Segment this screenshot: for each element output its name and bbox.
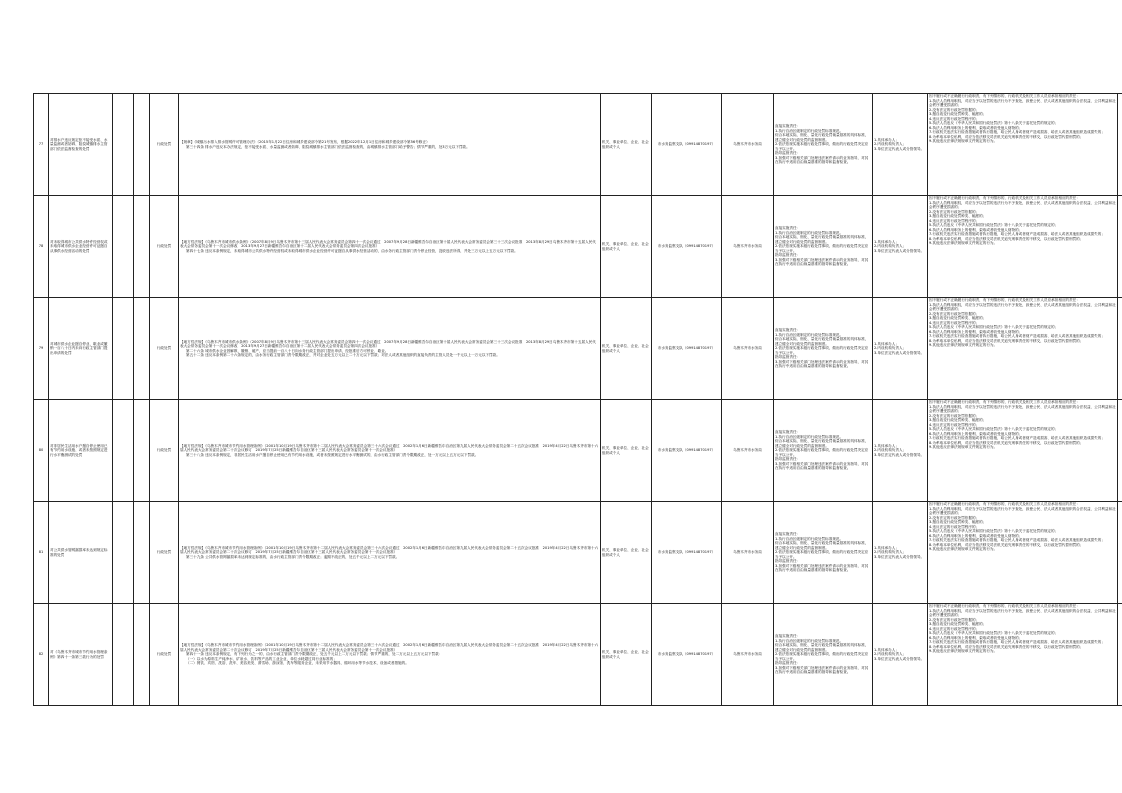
row-number: 78 (38, 244, 44, 249)
empty-cell (1118, 502, 1122, 604)
duty-line: 1.执行自治区级制定的行政处罚标准规范。 (775, 638, 844, 643)
category-cell (150, 298, 179, 400)
duty-cell (774, 298, 873, 400)
accountability-line: 6.执法人员利用职务上的便利，索取或者收受他人财物的； (929, 431, 1023, 436)
category-cell (150, 400, 179, 502)
duty-line: 综合本地实际，细化、量化行政处罚裁量基准的具体标准，建立健全对行政处罚的监督制度。 (775, 643, 869, 652)
accountability-line: 6.执法人员利用职务上的便利，索取或者收受他人财物的； (929, 533, 1023, 538)
legal-basis-cell (179, 502, 601, 604)
duty-line: 直接实施责任： (775, 226, 801, 231)
duty-cell (774, 604, 873, 706)
accountability-line: 8.为牟取本单位私利，对应当依法移交司法机关追究刑事责任的不移交，以行政处罚代替刑罚的； (929, 644, 1084, 649)
accountability-line: 1.执法人员利用职权，对应当予以处罚的违法行为不予查处，致使公民、法人或者其他组织的合法权益、公共利益和社会秩序遭受损害的； (929, 608, 1116, 617)
table-row (34, 400, 1122, 502)
responsible-subject-line: 2.内设机构负责人； (874, 142, 907, 147)
accountability-line: 3.擅自改变行政处罚种类、幅度的； (929, 316, 987, 320)
row-number-cell (34, 298, 49, 400)
empty-cell (134, 196, 150, 298)
table-row (34, 298, 1122, 400)
responsible-subject-line: 1.具体承办人； (874, 137, 899, 142)
legal-basis-paragraph: 【地方性法规】《乌鲁木齐市城市节约用水管理条例》（2001年10月19日乌鲁木齐市第十二届人民代表大会常务委员会第三十六次会议通过 2002年1月6日新疆维吾尔自治区第九届人民代表大会常务委员会第二十五次会议批准 2019年4月22日乌鲁木齐市第十六届人民代表大会常务委员会第二十次会议修订 2019年7月25日新疆维吾尔自治区第十三届人民代表大会常务委员会第十一次会议批准） (180, 545, 599, 555)
duty-line: 综合本地实际，细化、量化行政处罚裁量基准的具体标准，建立健全对行政处罚的监督制度。 (775, 337, 869, 346)
accountability-line: 3.擅自改变行政处罚种类、幅度的； (929, 520, 987, 524)
empty-cell (113, 196, 134, 298)
legal-basis-paragraph: （二）餐饮、宾馆、洗浴、洗车、美容美发、滑雪场、游泳馆、洗车等服务企业，未采用节水器具、循环用水等节水技术、设备或者措施的。 (186, 661, 409, 666)
item-name-cell (49, 604, 113, 706)
accountability-line: 6.执法人员利用职务上的便利，索取或者收受他人财物的； (929, 125, 1023, 130)
item-name: 对《乌鲁木齐市城市节约用水管理条例》第四十一条第三款行为的处罚 (50, 650, 108, 659)
duty-line: 指导监督责任： (775, 661, 801, 666)
responsible-subject-cell (873, 94, 928, 196)
category-cell (150, 604, 179, 706)
responsible-subject-cell (873, 502, 928, 604)
accountability-line: 9.其他违反法律法规规章文件规定的行为。 (929, 445, 998, 449)
row-number-cell (34, 94, 49, 196)
duty-line: 2.依法依规实施本级行政处罚事项，做出的行政处罚决定应当予以公开。 (775, 550, 869, 559)
table-row (34, 94, 1122, 196)
implementing-agency: 乌鲁木齐市水务局 (733, 142, 762, 147)
row-number: 82 (38, 652, 44, 657)
responsible-subject-line: 3.单位法定代表人或分管领导。 (874, 146, 925, 151)
accountability-line: 因不履行或不正确履行行政职责，有下列情形的，行政机关及相关工作人员应承担相应的责任： (929, 502, 1080, 506)
accountability-line: 5.执法人员违反《中华人民共和国行政处罚法》第十八条关于委托处罚的规定的； (929, 325, 1059, 329)
empty-cell (113, 94, 134, 196)
responsible-subject-cell (873, 298, 928, 400)
department-cell (652, 196, 722, 298)
responsible-subject-line: 1.具体承办人； (874, 239, 899, 244)
duty-line: 3.加强对下级相关部门处理违法案件请示的业务指导，对其在执行中适用自由裁量基准的指导和监督检查。 (775, 665, 869, 675)
duty-line: 3.加强对下级相关部门处理违法案件请示的业务指导，对其在执行中适用自由裁量基准的指导和监督检查。 (775, 155, 869, 165)
accountability-line: 6.执法人员利用职务上的便利，索取或者收受他人财物的； (929, 635, 1023, 640)
duty-line: 综合本地实际，细化、量化行政处罚裁量基准的具体标准，建立健全对行政处罚的监督制度。 (775, 235, 869, 244)
power-category: 行政处罚 (156, 652, 172, 657)
duty-line: 直接实施责任： (775, 634, 801, 639)
accountability-cell (928, 94, 1118, 196)
accountability-line: 3.擅自改变行政处罚种类、幅度的； (929, 214, 987, 218)
responsible-subject-line: 3.单位法定代表人或分管领导。 (874, 248, 925, 253)
accountability-line: 8.为牟取本单位私利，对应当依法移交司法机关追究刑事责任的不移交，以行政处罚代替刑罚的； (929, 236, 1084, 241)
duty-line: 指导监督责任： (775, 457, 801, 462)
duty-line: 指导监督责任： (775, 559, 801, 564)
handling-department: 市水务监察支队（09914870197） (657, 448, 716, 453)
duty-line: 3.加强对下级相关部门处理违法案件请示的业务指导，对其在执行中适用自由裁量基准的指导和监督检查。 (775, 563, 869, 573)
accountability-line: 2.没有法定的行政处罚依据的； (929, 413, 980, 418)
legal-basis-cell (179, 196, 601, 298)
item-name-cell (49, 502, 113, 604)
category-cell (150, 502, 179, 604)
item-name: 对非居民生活用水户擅自停止使用已有节约用水设施、或者未按照规定进行水平衡测试的处罚 (50, 443, 108, 457)
department-cell (652, 94, 722, 196)
table-row (34, 196, 1122, 298)
implementer-cell (722, 298, 774, 400)
accountability-line: 2.没有法定的行政处罚依据的； (929, 107, 980, 112)
legal-basis-cell (179, 94, 601, 196)
empty-cell (1118, 400, 1122, 502)
implementing-agency: 乌鲁木齐市水务局 (733, 244, 762, 249)
accountability-line: 9.其他违反法律法规规章文件规定的行为。 (929, 547, 998, 551)
accountability-line: 7.行政机关违法实行检查措施或者执行措施，给公民人身或者财产造成损害、给法人或者其他组织造成损失的； (929, 232, 1105, 236)
applicable-subject: 机关、事业单位、企业、社会组织或个人 (602, 344, 649, 353)
implementer-cell (722, 400, 774, 502)
accountability-line: 7.行政机关违法实行检查措施或者执行措施，给公民人身或者财产造成损害、给法人或者其他组织造成损失的； (929, 130, 1105, 134)
accountability-line: 1.执法人员利用职权，对应当予以处罚的违法行为不予查处，致使公民、法人或者其他组织的合法权益、公共利益和社会秩序遭受损害的； (929, 200, 1116, 209)
legal-basis-paragraph: 【地方性法规】《乌鲁木齐市城市节约用水管理条例》（2001年10月19日乌鲁木齐市第十二届人民代表大会常务委员会第三十六次会议通过 2002年1月6日新疆维吾尔自治区第九届人民代表大会常务委员会第二十五次会议批准 2019年4月22日乌鲁木齐市第十六届人民代表大会常务委员会第二十次会议修订 2019年7月25日新疆维吾尔自治区第十三届人民代表大会常务委员会第十一次会议批准） (180, 643, 599, 652)
accountability-line: 5.执法人员违反《中华人民共和国行政处罚法》第十八条关于委托处罚的规定的； (929, 427, 1059, 431)
duty-line: 2.依法依规实施本级行政处罚事项，做出的行政处罚决定应当予以公开。 (775, 652, 869, 661)
duty-line: 2.依法依规实施本级行政处罚事项，做出的行政处罚决定应当予以公开。 (775, 244, 869, 253)
accountability-line: 8.为牟取本单位私利，对应当依法移交司法机关追究刑事责任的不移交，以行政处罚代替刑罚的； (929, 134, 1084, 139)
responsible-subject-line: 1.具体承办人； (874, 647, 899, 652)
empty-cell (1118, 94, 1122, 196)
item-name: 对公共供水管网漏损率未达到规定标准的处罚 (50, 548, 108, 557)
power-list-sheet (33, 93, 1116, 706)
accountability-line: 1.执法人员利用职权，对应当予以处罚的违法行为不予查处，致使公民、法人或者其他组织的合法权益、公共利益和社会秩序遭受损害的； (929, 98, 1116, 107)
legal-basis-paragraph: 【地方性法规】《乌鲁木齐市城市供水条例》（2007年8月9日乌鲁木齐市第十三届人民代表大会常务委员会第四十一次会议通过 2007年9月28日新疆维吾尔自治区第十届人民代表大会常务委员会第三十三次会议批准 2013年8月29日乌鲁木齐市第十五届人民代表大会常务委员会第十一次会议修改 2013年9月27日新疆维吾尔自治区第十二届人民代表大会常务委员会第四次会议批准） (180, 239, 596, 249)
item-name: 对城市供水企业擅自停业、歇业或撤销一百八十日内未向行政主管部门提出申请的处罚 (50, 341, 108, 355)
row-number-cell (34, 400, 49, 502)
accountability-line: 4.违反法定的行政处罚程序的； (929, 524, 980, 529)
handling-department: 市水务监察支队（09914870197） (657, 550, 716, 555)
legal-basis-paragraph: 第三十九条 公共供水管网漏损率未达到规定标准的，由水行政主管部门责令限期改正；逾期不改正的，处五千元以上二万元以下罚款。 (186, 554, 400, 559)
accountability-line: 4.违反法定的行政处罚程序的； (929, 320, 980, 325)
duty-cell (774, 400, 873, 502)
implementer-cell (722, 94, 774, 196)
power-category: 行政处罚 (156, 448, 172, 453)
accountability-line: 6.执法人员利用职务上的便利，索取或者收受他人财物的； (929, 227, 1023, 232)
subject-cell (601, 298, 652, 400)
responsible-subject-line: 2.内设机构负责人； (874, 550, 907, 555)
subject-cell (601, 94, 652, 196)
duty-line: 指导监督责任： (775, 151, 801, 156)
accountability-line: 因不履行或不正确履行行政职责，有下列情形的，行政机关及相关工作人员应承担相应的责任： (929, 94, 1080, 98)
empty-cell (134, 604, 150, 706)
accountability-line: 因不履行或不正确履行行政职责，有下列情形的，行政机关及相关工作人员应承担相应的责任： (929, 400, 1080, 404)
item-name-cell (49, 298, 113, 400)
accountability-line: 7.行政机关违法实行检查措施或者执行措施，给公民人身或者财产造成损害、给法人或者其他组织造成损失的； (929, 640, 1105, 644)
legal-basis-paragraph: 第四十七条 违反本条例规定，未取得城市公共供水特许经营权或未取得城市供水企业经营许可证擅自从事供水经营活动的，由水务行政主管部门责令停止经营，没收违法所得，并处三万元以上五万元以下罚款。 (186, 248, 518, 253)
accountability-line: 6.执法人员利用职务上的便利，索取或者收受他人财物的； (929, 329, 1023, 334)
implementing-agency: 乌鲁木齐市水务局 (733, 550, 762, 555)
accountability-line: 4.违反法定的行政处罚程序的； (929, 218, 980, 223)
legal-basis-paragraph: 【地方性法规】《乌鲁木齐市城市供水条例》（2007年8月9日乌鲁木齐市第十三届人民代表大会常务委员会第四十一次会议通过 2007年9月28日新疆维吾尔自治区第十届人民代表大会常务委员会第三十三次会议批准 2013年8月29日乌鲁木齐市第十五届人民代表大会常务委员会第十一次会议修改 2013年9月27日新疆维吾尔自治区第十二届人民代表大会常务委员会第四次会议批准） (180, 339, 596, 348)
responsible-subject-line: 3.单位法定代表人或分管领导。 (874, 350, 925, 355)
empty-cell (134, 298, 150, 400)
duty-line: 1.执行自治区级制定的行政处罚标准规范。 (775, 230, 844, 235)
applicable-subject: 机关、事业单位、企业、社会组织或个人 (602, 548, 649, 557)
handling-department: 市水务监察支队（09914870197） (657, 244, 716, 249)
accountability-line: 4.违反法定的行政处罚程序的； (929, 422, 980, 427)
power-category: 行政处罚 (156, 346, 172, 351)
handling-department: 市水务监察支队（09914870197） (657, 346, 716, 351)
applicable-subject: 机关、事业单位、企业、社会组织或个人 (602, 140, 649, 149)
legal-basis-paragraph: （一）以水为原料生产纯净水、矿泉水、饮料等产品的工业企业，单位水耗超过同行业标准的； (186, 656, 337, 661)
responsible-subject-line: 1.具体承办人； (874, 341, 899, 346)
duty-cell (774, 94, 873, 196)
subject-cell (601, 400, 652, 502)
duty-line: 直接实施责任： (775, 328, 801, 333)
row-number-cell (34, 196, 49, 298)
legal-basis-cell (179, 298, 601, 400)
duty-line: 综合本地实际，细化、量化行政处罚裁量基准的具体标准，建立健全对行政处罚的监督制度。 (775, 541, 869, 550)
accountability-line: 9.其他违反法律法规规章文件规定的行为。 (929, 241, 998, 245)
implementing-agency: 乌鲁木齐市水务局 (733, 346, 762, 351)
empty-cell (134, 502, 150, 604)
responsible-subject-line: 1.具体承办人； (874, 545, 899, 550)
implementer-cell (722, 196, 774, 298)
accountability-line: 5.执法人员违反《中华人民共和国行政处罚法》第十八条关于委托处罚的规定的； (929, 121, 1059, 125)
legal-basis-paragraph: 第四十一条 违反本条例规定，有下列行为之一的，由水行政主管部门责令限期改正，处五千元以上二万元以下罚款；情节严重的，处二万元以上五万元以下罚款： (186, 652, 443, 657)
empty-cell (113, 400, 134, 502)
duty-line: 1.执行自治区级制定的行政处罚标准规范。 (775, 332, 844, 337)
item-name: 对排水户违反规定拒不接受水质、水量监测或者妨碍、阻挠城镇排水主管部门依法监督检查的处罚 (50, 137, 108, 151)
category-cell (150, 94, 179, 196)
handling-department: 市水务监察支队（09914870197） (657, 142, 716, 147)
legal-basis-cell (179, 604, 601, 706)
accountability-line: 1.执法人员利用职权，对应当予以处罚的违法行为不予查处，致使公民、法人或者其他组织的合法权益、公共利益和社会秩序遭受损害的； (929, 404, 1116, 413)
duty-line: 3.加强对下级相关部门处理违法案件请示的业务指导，对其在执行中适用自由裁量基准的指导和监督检查。 (775, 461, 869, 471)
empty-cell (113, 298, 134, 400)
item-name-cell (49, 94, 113, 196)
row-number-cell (34, 604, 49, 706)
accountability-line: 因不履行或不正确履行行政职责，有下列情形的，行政机关及相关工作人员应承担相应的责任： (929, 298, 1080, 302)
row-number-cell (34, 502, 49, 604)
accountability-line: 4.违反法定的行政处罚程序的； (929, 626, 980, 631)
accountability-line: 9.其他违反法律法规规章文件规定的行为。 (929, 343, 998, 347)
duty-line: 1.执行自治区级制定的行政处罚标准规范。 (775, 536, 844, 541)
accountability-line: 8.为牟取本单位私利，对应当依法移交司法机关追究刑事责任的不移交，以行政处罚代替刑罚的； (929, 542, 1084, 547)
table-row (34, 604, 1122, 706)
duty-line: 2.依法依规实施本级行政处罚事项，做出的行政处罚决定应当予以公开。 (775, 142, 869, 151)
responsible-subject-cell (873, 400, 928, 502)
empty-cell (1118, 604, 1122, 706)
accountability-line: 8.为牟取本单位私利，对应当依法移交司法机关追究刑事责任的不移交，以行政处罚代替刑罚的； (929, 440, 1084, 445)
implementer-cell (722, 604, 774, 706)
duty-line: 综合本地实际，细化、量化行政处罚裁量基准的具体标准，建立健全对行政处罚的监督制度。 (775, 439, 869, 448)
empty-cell (113, 604, 134, 706)
accountability-cell (928, 298, 1118, 400)
empty-cell (113, 502, 134, 604)
duty-line: 指导监督责任： (775, 253, 801, 258)
empty-cell (134, 400, 150, 502)
responsible-subject-cell (873, 196, 928, 298)
table-row (34, 502, 1122, 604)
subject-cell (601, 196, 652, 298)
duty-cell (774, 502, 873, 604)
legal-basis-paragraph: 【地方性法规】《乌鲁木齐市城市节约用水管理条例》（2001年10月19日乌鲁木齐市第十二届人民代表大会常务委员会第三十六次会议通过 2002年1月6日新疆维吾尔自治区第九届人民代表大会常务委员会第二十五次会议批准 2019年4月22日乌鲁木齐市第十六届人民代表大会常务委员会第二十次会议修订 2019年7月25日新疆维吾尔自治区第十三届人民代表大会常务委员会第十一次会议批准） (180, 443, 599, 453)
table-body (34, 94, 1122, 706)
legal-basis-paragraph: 第三十八条 违反本条例规定，非居民生活用水户擅自停止使用已有节约用水设施，或者未按照规定进行水平衡测试的，由水行政主管部门责令限期改正，处一万元以上五万元以下罚款。 (186, 452, 479, 457)
duty-line: 3.加强对下级相关部门处理违法案件请示的业务指导，对其在执行中适用自由裁量基准的指导和监督检查。 (775, 359, 869, 369)
empty-cell (1118, 298, 1122, 400)
applicable-subject: 机关、事业单位、企业、社会组织或个人 (602, 446, 649, 455)
category-cell (150, 196, 179, 298)
duty-line: 直接实施责任： (775, 124, 801, 129)
duty-line: 直接实施责任： (775, 430, 801, 435)
accountability-line: 5.执法人员违反《中华人民共和国行政处罚法》第十八条关于委托处罚的规定的； (929, 529, 1059, 533)
applicable-subject: 机关、事业单位、企业、社会组织或个人 (602, 650, 649, 659)
responsible-subject-line: 3.单位法定代表人或分管领导。 (874, 554, 925, 559)
subject-cell (601, 502, 652, 604)
implementer-cell (722, 502, 774, 604)
duty-line: 指导监督责任： (775, 355, 801, 360)
power-category: 行政处罚 (156, 550, 172, 555)
legal-basis-paragraph: 【规章】《城镇污水排入排水管网许可管理办法》（2015年1月22日住房和城乡建设部令第21号发布，根据2022年12月1日住房和城乡建设部令第56号修正） (180, 140, 430, 144)
responsible-subject-line: 1.具体承办人； (874, 443, 899, 448)
duty-line: 直接实施责任： (775, 532, 801, 537)
power-category: 行政处罚 (156, 244, 172, 249)
duty-line: 2.依法依规实施本级行政处罚事项，做出的行政处罚决定应当予以公开。 (775, 346, 869, 355)
item-name-cell (49, 196, 113, 298)
responsible-subject-line: 2.内设机构负责人； (874, 652, 907, 657)
row-number: 79 (38, 346, 44, 351)
duty-line: 1.执行自治区级制定的行政处罚标准规范。 (775, 128, 844, 133)
accountability-line: 4.违反法定的行政处罚程序的； (929, 116, 980, 121)
responsible-subject-line: 3.单位法定代表人或分管领导。 (874, 452, 925, 457)
accountability-line: 1.执法人员利用职权，对应当予以处罚的违法行为不予查处，致使公民、法人或者其他组织的合法权益、公共利益和社会秩序遭受损害的； (929, 302, 1116, 311)
department-cell (652, 298, 722, 400)
legal-basis-paragraph: 第二十六条 城市供水企业因解散、撤销、破产，应当提前一百八十日向水务行政主管部门提出申请，经批准后方可停业、歇业。 (186, 348, 389, 353)
duty-cell (774, 196, 873, 298)
accountability-line: 因不履行或不正确履行行政职责，有下列情形的，行政机关及相关工作人员应承担相应的责任： (929, 196, 1080, 200)
accountability-line: 7.行政机关违法实行检查措施或者执行措施，给公民人身或者财产造成损害、给法人或者其他组织造成损失的； (929, 436, 1105, 440)
duty-line: 综合本地实际，细化、量化行政处罚裁量基准的具体标准，建立健全对行政处罚的监督制度。 (775, 133, 869, 142)
accountability-line: 3.擅自改变行政处罚种类、幅度的； (929, 112, 987, 116)
accountability-cell (928, 196, 1118, 298)
responsible-subject-line: 2.内设机构负责人； (874, 244, 907, 249)
accountability-cell (928, 400, 1118, 502)
accountability-line: 2.没有法定的行政处罚依据的； (929, 209, 980, 214)
item-name: 对未取得城市公共供水特许经营权或未取得城市供水企业经营许可证擅自从事供水经营活动的处罚 (50, 239, 108, 253)
legal-basis-paragraph: 第三十四条 排水户违反本办法规定，拒不接受水质、水量监测或者妨碍、阻挠城镇排水主管部门依法监督检查的，由城镇排水主管部门给予警告；情节严重的，处3万元以下罚款。 (186, 144, 470, 149)
accountability-line: 7.行政机关违法实行检查措施或者执行措施，给公民人身或者财产造成损害、给法人或者其他组织造成损失的； (929, 538, 1105, 542)
power-category: 行政处罚 (156, 142, 172, 147)
department-cell (652, 604, 722, 706)
accountability-line: 5.执法人员违反《中华人民共和国行政处罚法》第十八条关于委托处罚的规定的； (929, 631, 1059, 635)
row-number: 81 (38, 550, 44, 555)
empty-cell (1118, 196, 1122, 298)
accountability-line: 因不履行或不正确履行行政职责，有下列情形的，行政机关及相关工作人员应承担相应的责任： (929, 604, 1080, 608)
accountability-line: 3.擅自改变行政处罚种类、幅度的； (929, 418, 987, 422)
accountability-line: 2.没有法定的行政处罚依据的； (929, 617, 980, 622)
row-number: 80 (38, 448, 44, 453)
accountability-line: 7.行政机关违法实行检查措施或者执行措施，给公民人身或者财产造成损害、给法人或者其他组织造成损失的； (929, 334, 1105, 338)
row-number: 77 (38, 142, 44, 147)
department-cell (652, 502, 722, 604)
department-cell (652, 400, 722, 502)
applicable-subject: 机关、事业单位、企业、社会组织或个人 (602, 242, 649, 251)
accountability-line: 1.执法人员利用职权，对应当予以处罚的违法行为不予查处，致使公民、法人或者其他组织的合法权益、公共利益和社会秩序遭受损害的； (929, 506, 1116, 515)
duty-line: 3.加强对下级相关部门处理违法案件请示的业务指导，对其在执行中适用自由裁量基准的指导和监督检查。 (775, 257, 869, 267)
responsible-subject-line: 2.内设机构负责人； (874, 346, 907, 351)
power-list-table (33, 93, 1122, 706)
accountability-line: 8.为牟取本单位私利，对应当依法移交司法机关追究刑事责任的不移交，以行政处罚代替刑罚的； (929, 338, 1084, 343)
accountability-line: 2.没有法定的行政处罚依据的； (929, 311, 980, 316)
implementing-agency: 乌鲁木齐市水务局 (733, 652, 762, 657)
empty-cell (134, 94, 150, 196)
accountability-line: 9.其他违反法律法规规章文件规定的行为。 (929, 139, 998, 143)
duty-line: 1.执行自治区级制定的行政处罚标准规范。 (775, 434, 844, 439)
duty-line: 2.依法依规实施本级行政处罚事项，做出的行政处罚决定应当予以公开。 (775, 448, 869, 457)
accountability-line: 2.没有法定的行政处罚依据的； (929, 515, 980, 520)
accountability-line: 9.其他违反法律法规规章文件规定的行为。 (929, 649, 998, 653)
implementing-agency: 乌鲁木齐市水务局 (733, 448, 762, 453)
subject-cell (601, 604, 652, 706)
accountability-cell (928, 502, 1118, 604)
responsible-subject-cell (873, 604, 928, 706)
accountability-line: 5.执法人员违反《中华人民共和国行政处罚法》第十八条关于委托处罚的规定的； (929, 223, 1059, 227)
legal-basis-paragraph: 第五十二条 违反本条例第二十六条规定的，由水务行政主管部门责令限期改正，并对企业处五万元以上二十万元以下罚款；对法人或者其他组织的直接负责的主管人员处一千元以上一万元以下罚款。 (186, 353, 500, 357)
accountability-line: 3.擅自改变行政处罚种类、幅度的； (929, 622, 987, 626)
responsible-subject-line: 3.单位法定代表人或分管领导。 (874, 656, 925, 661)
responsible-subject-line: 2.内设机构负责人； (874, 448, 907, 453)
accountability-cell (928, 604, 1118, 706)
item-name-cell (49, 400, 113, 502)
legal-basis-cell (179, 400, 601, 502)
handling-department: 市水务监察支队（09914870197） (657, 652, 716, 657)
